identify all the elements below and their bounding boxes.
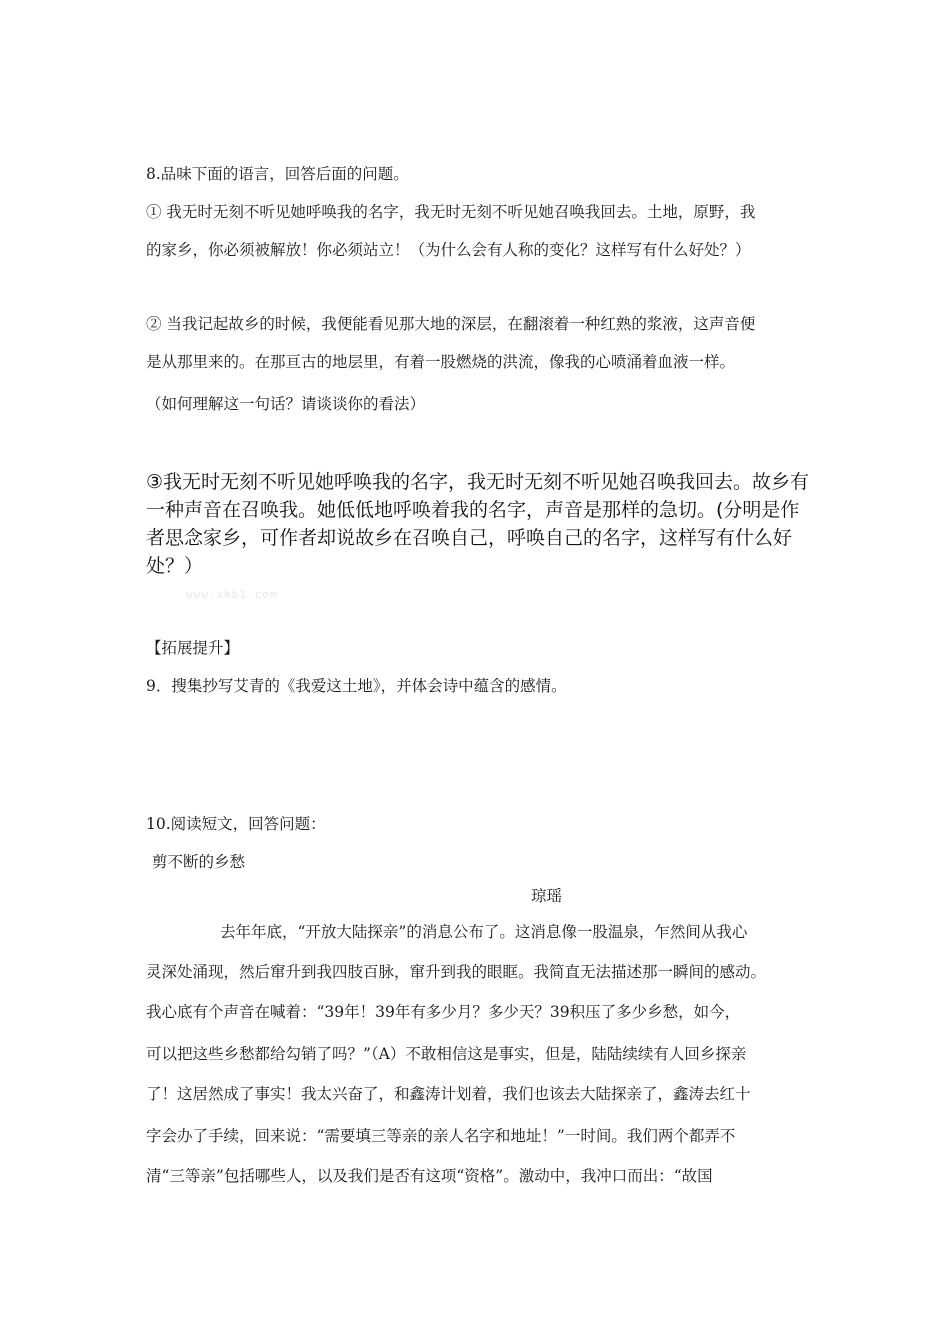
article-line: 了！这居然成了事实！我太兴奋了，和鑫涛计划着，我们也该去大陆探亲了，鑫涛去红十	[146, 1085, 751, 1103]
q8-passage2-line2: 是从那里来的。在那亘古的地层里，有着一股燃烧的洪流，像我的心喷涌着血液一样。	[146, 353, 736, 371]
article-line: 去年年底，“开放大陆探亲”的消息公布了。这消息像一股温泉，乍然间从我心	[220, 923, 748, 941]
q8-passage2-line3: （如何理解这一句话？请谈谈你的看法）	[146, 395, 426, 413]
article-author: 琼瑶	[531, 887, 563, 905]
article-line: 清“三等亲”包括哪些人，以及我们是否有这项“资格”。激动中，我冲口而出：“故国	[146, 1167, 713, 1185]
q8-passage3-line2: 一种声音在召唤我。她低低地呼唤着我的名字，声音是那样的急切。(分明是作	[146, 499, 800, 521]
article-line: 灵深处涌现，然后窜升到我四肢百脉，窜升到我的眼眶。我简直无法描述那一瞬间的感动。	[146, 963, 767, 981]
q8-passage3-line1: ③我无时无刻不听见她呼唤我的名字，我无时无刻不听见她召唤我回去。故乡有	[146, 471, 810, 493]
extension-heading: 【拓展提升】	[146, 639, 240, 657]
q8-passage3-line3: 者思念家乡，可作者却说故乡在召唤自己，呼唤自己的名字，这样写有什么好	[146, 527, 793, 549]
article-line: 可以把这些乡愁都给勾销了吗？”（A）不敢相信这是事实，但是，陆陆续续有人回乡探亲	[146, 1045, 747, 1063]
watermark-text: www.xkb1.com	[186, 588, 278, 601]
q8-passage2-line1: ② 当我记起故乡的时候，我便能看见那大地的深层，在翻滚着一种红熟的浆液，这声音便	[146, 315, 756, 333]
q8-passage3-line4: 处？）	[146, 555, 204, 577]
article-title: 剪不断的乡愁	[152, 853, 246, 871]
article-line: 字会办了手续，回来说：“需要填三等亲的亲人名字和地址！”一时间。我们两个都弄不	[146, 1127, 736, 1145]
q8-heading: 8.品味下面的语言，回答后面的问题。	[146, 165, 409, 183]
q8-passage1-line2: 的家乡，你必须被解放！你必须站立！（为什么会有人称的变化？这样写有什么好处？）	[146, 241, 751, 259]
q8-passage1-line1: ① 我无时无刻不听见她呼唤我的名字，我无时无刻不听见她召唤我回去。土地，原野，我	[146, 203, 756, 221]
article-line: 我心底有个声音在喊着：“39年！39年有多少月？多少天？39积压了多少乡愁，如今，	[146, 1003, 741, 1021]
question-9: 9．搜集抄写艾青的《我爱这土地》，并体会诗中蕴含的感情。	[146, 677, 567, 695]
q10-heading: 10.阅读短文，回答问题：	[146, 815, 326, 833]
